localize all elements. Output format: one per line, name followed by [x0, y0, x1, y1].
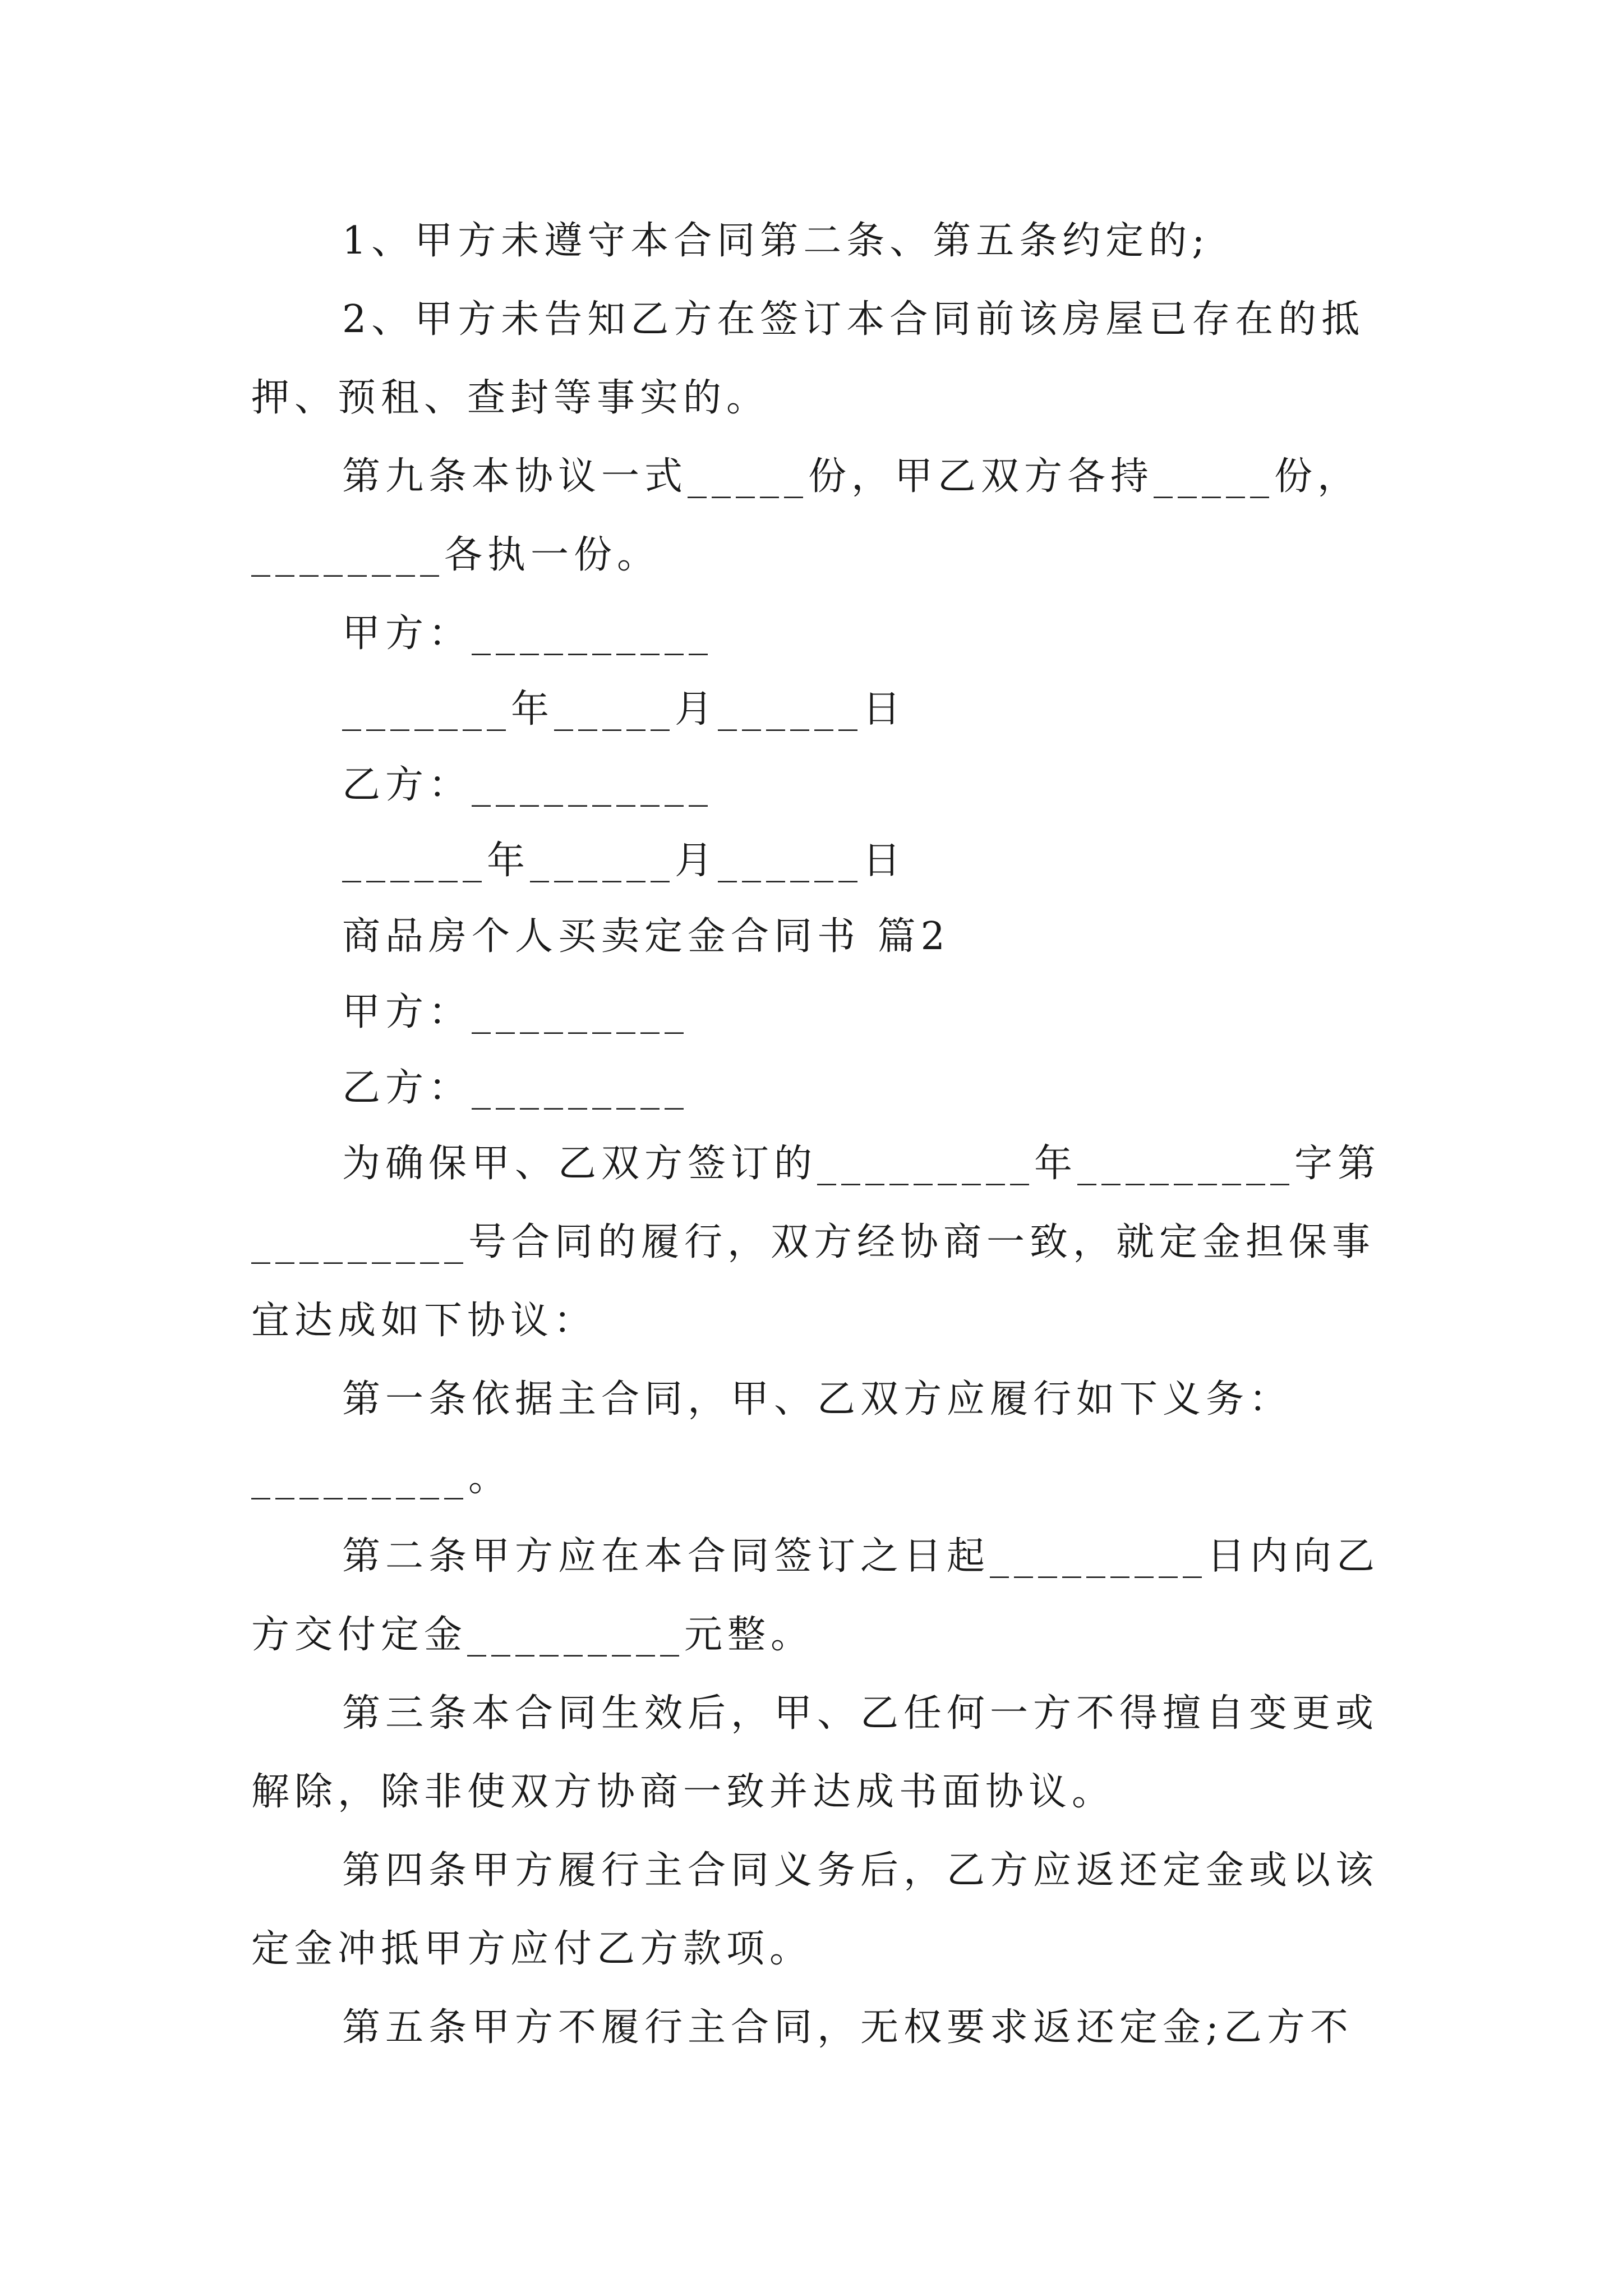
article-five-line-1: 第五条甲方不履行主合同，无权要求返还定金;乙方不 — [342, 2005, 1353, 2050]
clause-line-2: 2、甲方未告知乙方在签订本合同前该房屋已存在的抵 — [342, 297, 1365, 342]
party-b-signature: 乙方：__________ — [342, 763, 713, 807]
preamble-line-3: 宜达成如下协议： — [251, 1299, 597, 1343]
article-four-line-2: 定金冲抵甲方应付乙方款项。 — [251, 1927, 813, 1971]
clause-line-1: 1、甲方未遵守本合同第二条、第五条约定的; — [342, 219, 1210, 263]
article-two-line-1: 第二条甲方应在本合同签订之日起_________日内向乙 — [342, 1534, 1380, 1579]
article-one-line-1: 第一条依据主合同，甲、乙双方应履行如下义务： — [342, 1377, 1293, 1421]
clause-line-3: 押、预租、查封等事实的。 — [251, 376, 770, 420]
article-nine-line-2: ________各执一份。 — [251, 533, 661, 577]
preamble-line-1: 为确保甲、乙双方签订的_________年_________字第 — [342, 1142, 1381, 1186]
article-three-line-2: 解除，除非使双方协商一致并达成书面协议。 — [251, 1770, 1115, 1814]
preamble-line-2: _________号合同的履行，双方经协商一致，就定金担保事 — [251, 1220, 1376, 1264]
article-four-line-1: 第四条甲方履行主合同义务后，乙方应返还定金或以该 — [342, 1848, 1379, 1893]
article-nine-line-1: 第九条本协议一式_____份，甲乙双方各持_____份， — [342, 454, 1361, 499]
article-one-line-2: _________。 — [251, 1456, 512, 1500]
article-two-line-2: 方交付定金_________元整。 — [251, 1613, 814, 1657]
party-a-field: 甲方：_________ — [342, 990, 689, 1034]
party-b-field: 乙方：_________ — [342, 1066, 689, 1110]
party-a-date: _______年_____月______日 — [342, 687, 906, 731]
article-three-line-1: 第三条本合同生效后，甲、乙任何一方不得擅自变更或 — [342, 1691, 1379, 1736]
section-title: 商品房个人买卖定金合同书 篇2 — [342, 914, 950, 959]
party-a-signature: 甲方：__________ — [342, 611, 713, 656]
party-b-date: ______年______月______日 — [342, 839, 906, 883]
